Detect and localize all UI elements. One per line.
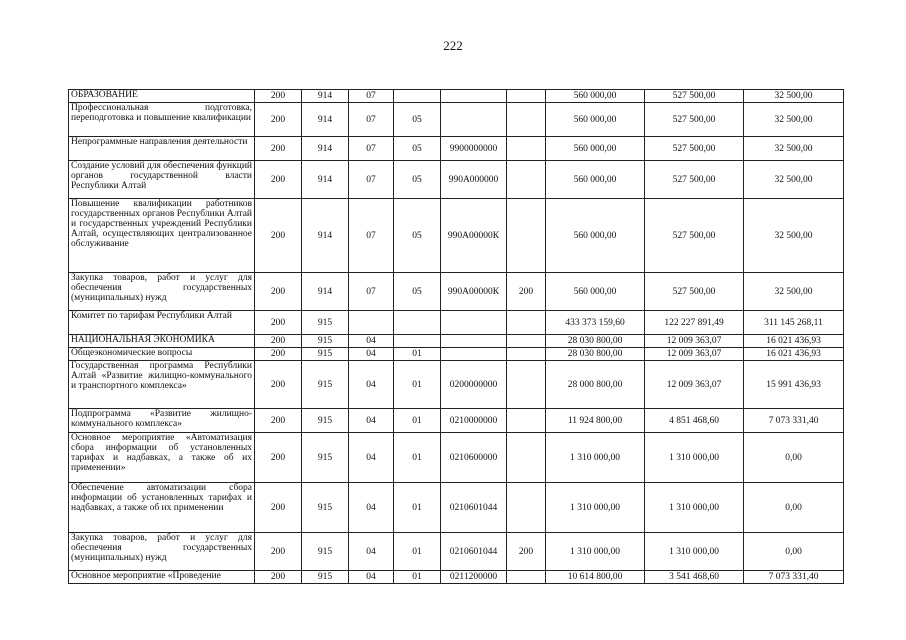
row-pr-cell: 05 (394, 137, 441, 161)
row-vr-cell: 200 (507, 533, 546, 571)
row-ved-cell: 914 (302, 90, 349, 103)
row-pr-cell: 05 (394, 199, 441, 273)
row-year1-cell: 560 000,00 (546, 137, 645, 161)
row-year3-cell: 32 500,00 (744, 199, 844, 273)
table-row (69, 90, 844, 103)
row-year1-cell: 1 310 000,00 (546, 433, 645, 483)
row-ved-cell: 915 (302, 533, 349, 571)
row-name-cell: Комитет по тарифам Республики Алтай (69, 311, 255, 335)
row-year1-cell: 560 000,00 (546, 90, 645, 103)
table-row (69, 348, 844, 361)
row-year3-cell: 32 500,00 (744, 90, 844, 103)
row-ved-cell: 915 (302, 483, 349, 533)
row-year2-cell: 12 009 363,07 (645, 335, 744, 348)
row-vr-cell (507, 103, 546, 137)
row-year2-cell: 1 310 000,00 (645, 483, 744, 533)
row-name-cell: Основное мероприятие «Проведение (69, 571, 255, 584)
row-name-cell: Обеспечение автоматизации сбора информации об установленных тарифах и надбавках, а также об их применении (69, 483, 255, 533)
row-ved-cell: 914 (302, 161, 349, 199)
row-gr-cell: 200 (255, 90, 302, 103)
row-pr-cell: 01 (394, 433, 441, 483)
row-ved-cell: 914 (302, 103, 349, 137)
row-year1-cell: 560 000,00 (546, 273, 645, 311)
row-vr-cell (507, 137, 546, 161)
row-gr-cell: 200 (255, 103, 302, 137)
row-name-cell: НАЦИОНАЛЬНАЯ ЭКОНОМИКА (69, 335, 255, 348)
row-year1-cell: 28 000 800,00 (546, 361, 645, 409)
row-vr-cell (507, 433, 546, 483)
row-ved-cell: 914 (302, 137, 349, 161)
row-gr-cell: 200 (255, 335, 302, 348)
row-rz-cell: 04 (349, 483, 394, 533)
row-year3-cell: 0,00 (744, 483, 844, 533)
row-gr-cell: 200 (255, 348, 302, 361)
row-vr-cell (507, 90, 546, 103)
row-ved-cell: 915 (302, 361, 349, 409)
row-rz-cell: 07 (349, 199, 394, 273)
row-vr-cell (507, 161, 546, 199)
row-year2-cell: 12 009 363,07 (645, 361, 744, 409)
row-gr-cell: 200 (255, 483, 302, 533)
table-row (69, 311, 844, 335)
row-pr-cell: 01 (394, 409, 441, 433)
row-cs-cell: 990А000000 (441, 161, 507, 199)
row-rz-cell: 04 (349, 335, 394, 348)
row-year1-cell: 28 030 800,00 (546, 348, 645, 361)
row-year1-cell: 433 373 159,60 (546, 311, 645, 335)
row-year1-cell: 10 614 800,00 (546, 571, 645, 584)
row-year3-cell: 7 073 331,40 (744, 409, 844, 433)
row-cs-cell: 0211200000 (441, 571, 507, 584)
row-name-cell: Основное мероприятие «Автоматизация сбора информации об установленных тарифах и надбавках, а также об их применении» (69, 433, 255, 483)
row-year3-cell: 16 021 436,93 (744, 348, 844, 361)
row-year1-cell: 560 000,00 (546, 103, 645, 137)
row-year3-cell: 0,00 (744, 433, 844, 483)
row-pr-cell: 05 (394, 161, 441, 199)
row-name-cell: Профессиональная подготовка, переподготовка и повышение квалификации (69, 103, 255, 137)
row-pr-cell: 01 (394, 533, 441, 571)
row-name-cell: Повышение квалификации работников государственных органов Республики Алтай и государственных учреждений Республики Алтай, осуществляющих централизованное обслуживание (69, 199, 255, 273)
row-name-cell: Непрограммные направления деятельности (69, 137, 255, 161)
row-rz-cell: 04 (349, 409, 394, 433)
row-name-cell: ОБРАЗОВАНИЕ (69, 90, 255, 103)
row-rz-cell: 04 (349, 361, 394, 409)
row-pr-cell: 01 (394, 361, 441, 409)
row-year3-cell: 32 500,00 (744, 273, 844, 311)
row-cs-cell (441, 90, 507, 103)
row-ved-cell: 915 (302, 433, 349, 483)
row-year2-cell: 527 500,00 (645, 161, 744, 199)
table-row (69, 571, 844, 584)
row-year2-cell: 3 541 468,60 (645, 571, 744, 584)
row-year2-cell: 1 310 000,00 (645, 533, 744, 571)
page-number: 222 (443, 38, 463, 53)
row-pr-cell: 01 (394, 571, 441, 584)
row-ved-cell: 915 (302, 348, 349, 361)
row-cs-cell (441, 311, 507, 335)
row-cs-cell (441, 348, 507, 361)
row-cs-cell: 990А00000К (441, 273, 507, 311)
row-year1-cell: 1 310 000,00 (546, 533, 645, 571)
row-year2-cell: 527 500,00 (645, 273, 744, 311)
row-rz-cell: 04 (349, 533, 394, 571)
row-cs-cell: 0210601044 (441, 483, 507, 533)
row-ved-cell: 915 (302, 311, 349, 335)
row-gr-cell: 200 (255, 361, 302, 409)
table-row (69, 361, 844, 409)
row-name-cell: Закупка товаров, работ и услуг для обеспечения государственных (муниципальных) нужд (69, 533, 255, 571)
table-row (69, 103, 844, 137)
table-row (69, 161, 844, 199)
row-name-cell: Закупка товаров, работ и услуг для обеспечения государственных (муниципальных) нужд (69, 273, 255, 311)
row-ved-cell: 914 (302, 199, 349, 273)
table-row (69, 273, 844, 311)
row-year1-cell: 1 310 000,00 (546, 483, 645, 533)
row-gr-cell: 200 (255, 433, 302, 483)
row-cs-cell: 9900000000 (441, 137, 507, 161)
row-ved-cell: 915 (302, 409, 349, 433)
row-year2-cell: 527 500,00 (645, 103, 744, 137)
row-year1-cell: 11 924 800,00 (546, 409, 645, 433)
row-ved-cell: 915 (302, 571, 349, 584)
row-gr-cell: 200 (255, 571, 302, 584)
row-gr-cell: 200 (255, 533, 302, 571)
row-vr-cell: 200 (507, 273, 546, 311)
row-vr-cell (507, 361, 546, 409)
row-pr-cell (394, 90, 441, 103)
row-pr-cell (394, 335, 441, 348)
row-cs-cell: 990А00000К (441, 199, 507, 273)
row-pr-cell (394, 311, 441, 335)
table-row (69, 137, 844, 161)
row-cs-cell (441, 335, 507, 348)
row-rz-cell: 04 (349, 348, 394, 361)
table-row (69, 433, 844, 483)
budget-table (68, 89, 844, 584)
row-rz-cell: 04 (349, 433, 394, 483)
row-cs-cell: 0210600000 (441, 433, 507, 483)
row-gr-cell: 200 (255, 137, 302, 161)
row-year3-cell: 0,00 (744, 533, 844, 571)
row-name-cell: Государственная программа Республики Алтай «Развитие жилищно-коммунального и транспортного комплекса» (69, 361, 255, 409)
row-year2-cell: 527 500,00 (645, 90, 744, 103)
row-year3-cell: 32 500,00 (744, 137, 844, 161)
row-year2-cell: 1 310 000,00 (645, 433, 744, 483)
row-vr-cell (507, 311, 546, 335)
row-name-cell: Общеэкономические вопросы (69, 348, 255, 361)
row-cs-cell: 0200000000 (441, 361, 507, 409)
row-gr-cell: 200 (255, 409, 302, 433)
row-name-cell: Создание условий для обеспечения функций органов государственной власти Республики Алтай (69, 161, 255, 199)
row-year1-cell: 560 000,00 (546, 161, 645, 199)
row-pr-cell: 05 (394, 273, 441, 311)
row-year2-cell: 12 009 363,07 (645, 348, 744, 361)
row-vr-cell (507, 571, 546, 584)
row-year3-cell: 32 500,00 (744, 103, 844, 137)
row-rz-cell (349, 311, 394, 335)
row-year2-cell: 527 500,00 (645, 137, 744, 161)
row-pr-cell: 01 (394, 348, 441, 361)
row-pr-cell: 01 (394, 483, 441, 533)
row-year2-cell: 527 500,00 (645, 199, 744, 273)
row-cs-cell: 0210601044 (441, 533, 507, 571)
row-vr-cell (507, 335, 546, 348)
row-year2-cell: 122 227 891,49 (645, 311, 744, 335)
table-row (69, 483, 844, 533)
row-ved-cell: 914 (302, 273, 349, 311)
row-year3-cell: 7 073 331,40 (744, 571, 844, 584)
row-rz-cell: 07 (349, 137, 394, 161)
row-cs-cell (441, 103, 507, 137)
table-row (69, 199, 844, 273)
row-year1-cell: 560 000,00 (546, 199, 645, 273)
row-pr-cell: 05 (394, 103, 441, 137)
row-year1-cell: 28 030 800,00 (546, 335, 645, 348)
row-gr-cell: 200 (255, 273, 302, 311)
row-gr-cell: 200 (255, 161, 302, 199)
row-name-cell: Подпрограмма «Развитие жилищно-коммунального комплекса» (69, 409, 255, 433)
row-rz-cell: 07 (349, 273, 394, 311)
row-rz-cell: 04 (349, 571, 394, 584)
row-vr-cell (507, 199, 546, 273)
row-year3-cell: 311 145 268,11 (744, 311, 844, 335)
row-rz-cell: 07 (349, 103, 394, 137)
table-row (69, 533, 844, 571)
row-vr-cell (507, 409, 546, 433)
row-ved-cell: 915 (302, 335, 349, 348)
row-year3-cell: 32 500,00 (744, 161, 844, 199)
row-year3-cell: 15 991 436,93 (744, 361, 844, 409)
row-gr-cell: 200 (255, 311, 302, 335)
row-rz-cell: 07 (349, 161, 394, 199)
table-row (69, 409, 844, 433)
table-body (69, 90, 844, 584)
row-vr-cell (507, 348, 546, 361)
row-gr-cell: 200 (255, 199, 302, 273)
row-year3-cell: 16 021 436,93 (744, 335, 844, 348)
row-cs-cell: 0210000000 (441, 409, 507, 433)
table-row (69, 335, 844, 348)
row-year2-cell: 4 851 468,60 (645, 409, 744, 433)
row-vr-cell (507, 483, 546, 533)
row-rz-cell: 07 (349, 90, 394, 103)
